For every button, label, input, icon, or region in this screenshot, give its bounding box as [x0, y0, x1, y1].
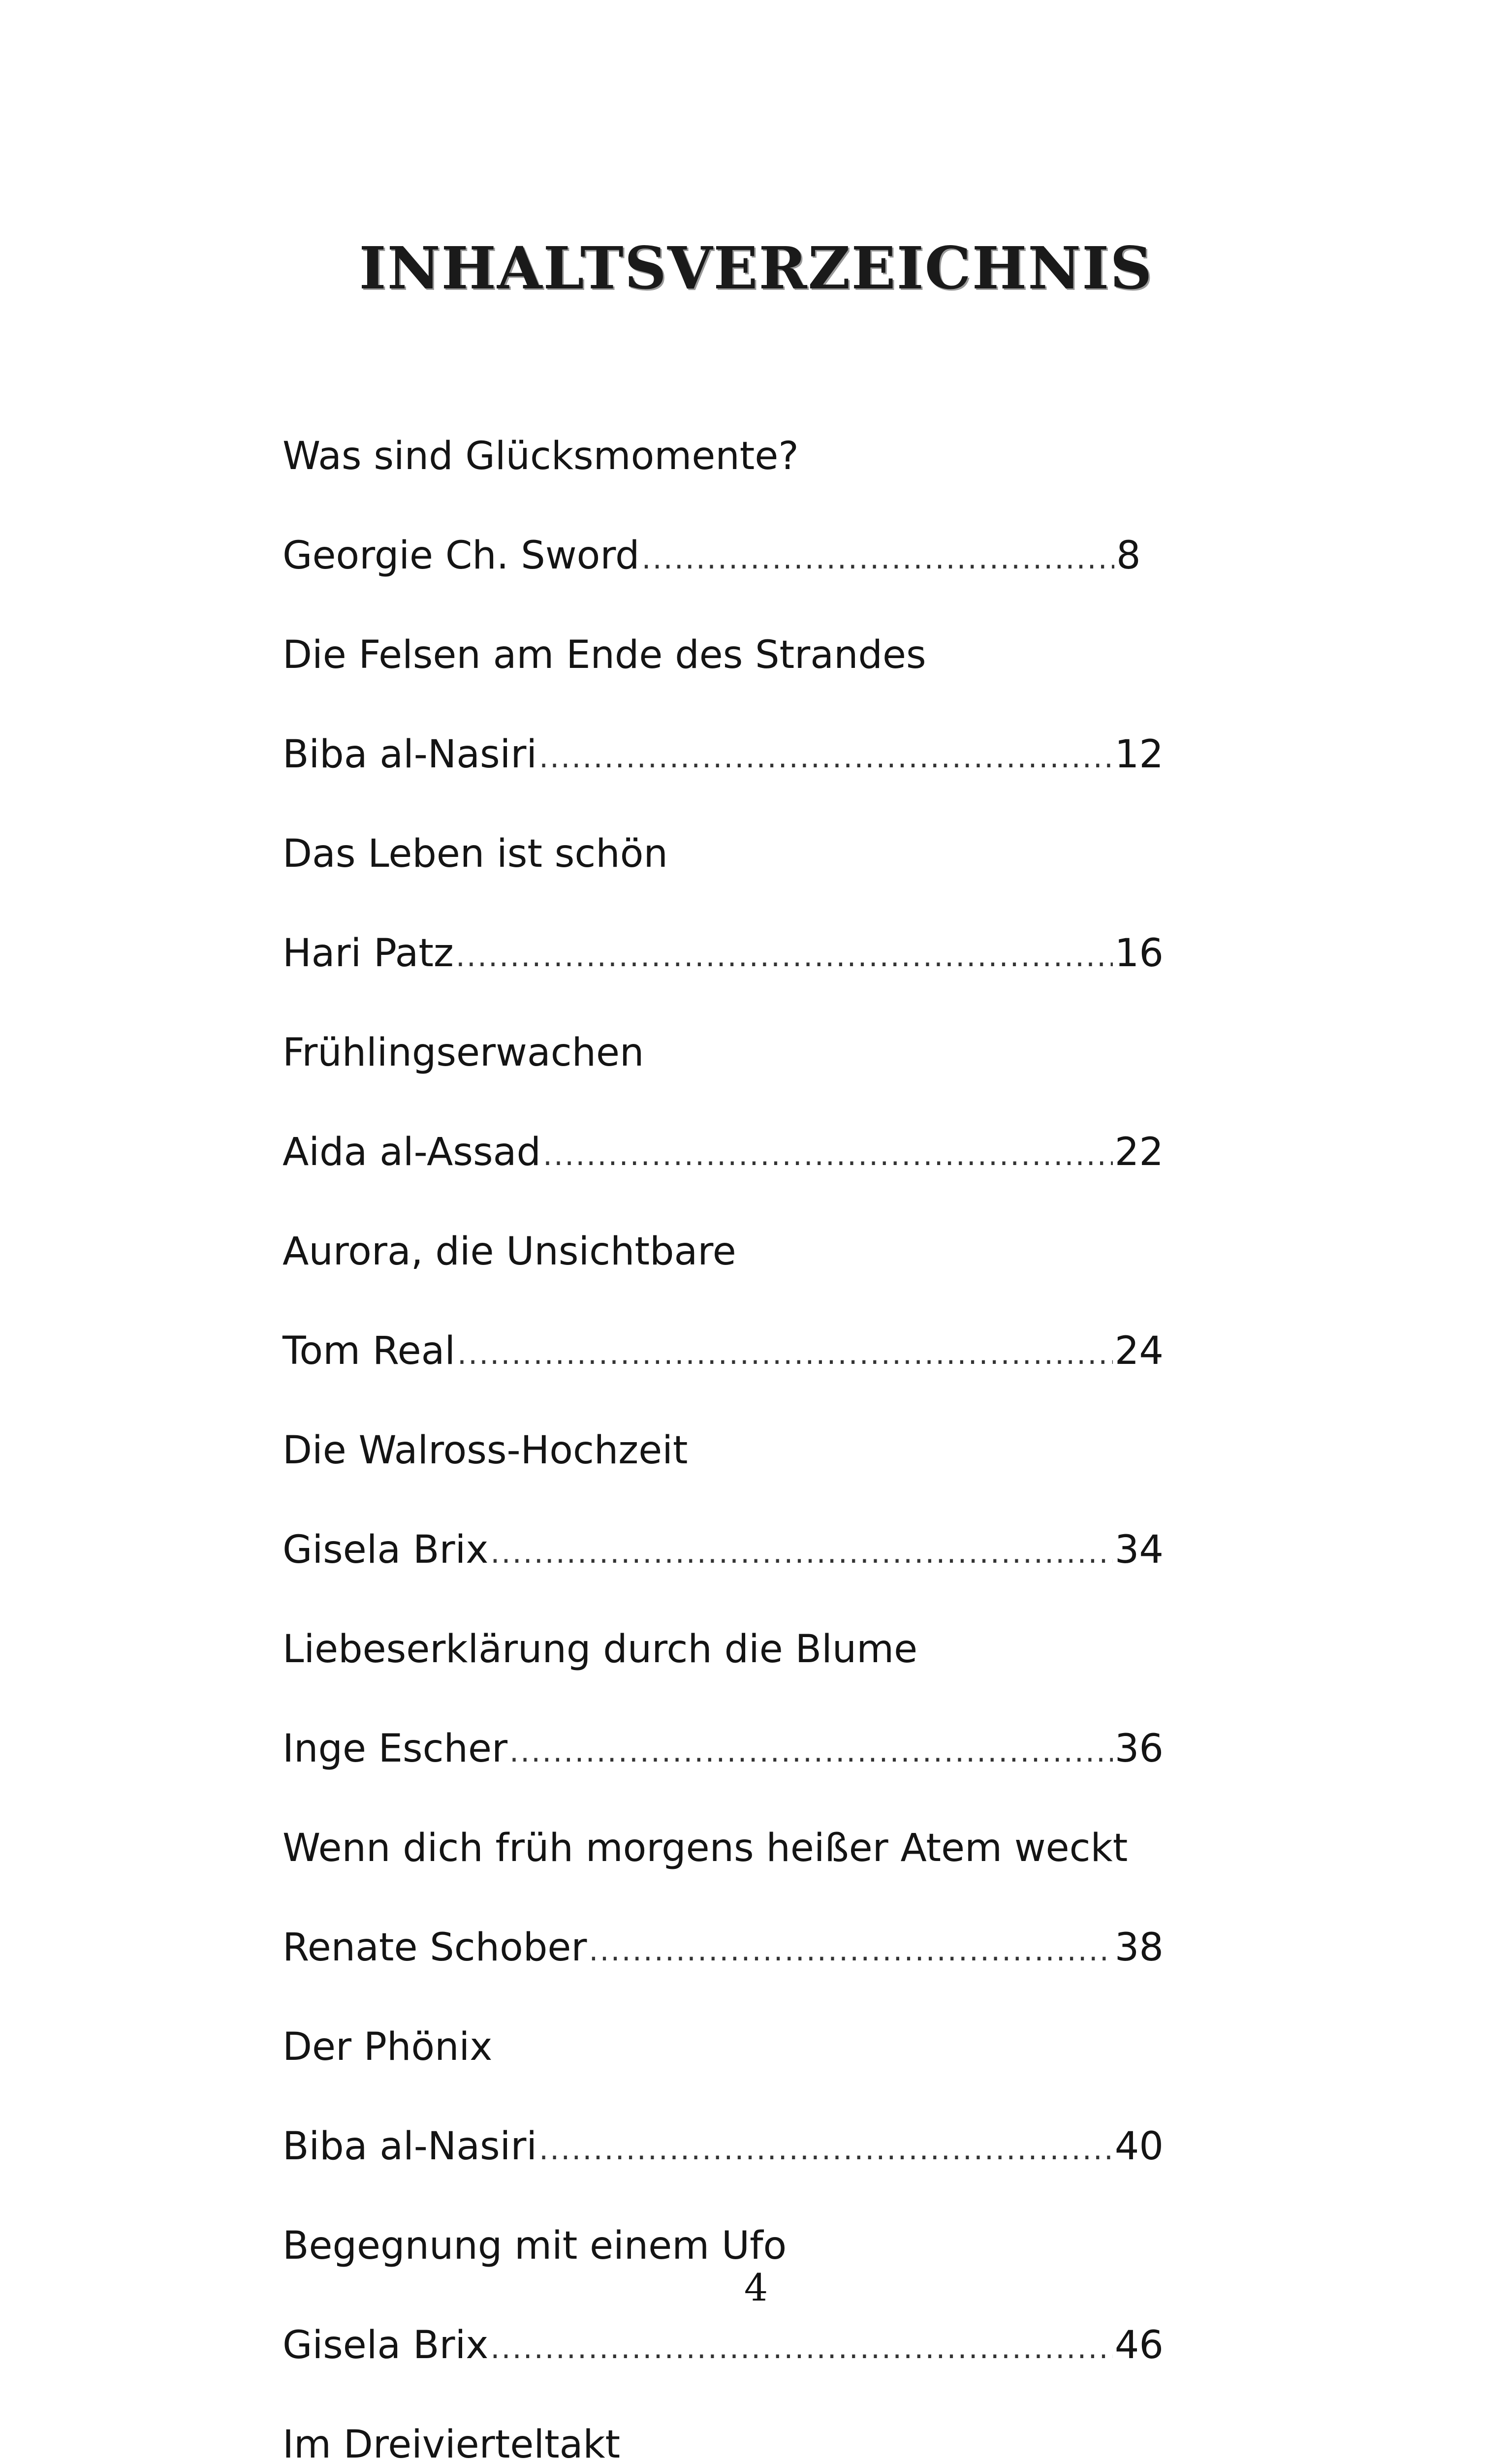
toc-entry-author: Biba al-Nasiri [283, 2124, 537, 2169]
toc-entry [283, 1798, 1164, 1997]
toc-entry [283, 804, 1164, 1003]
toc-entry-title: Was sind Glücksmomente? [283, 434, 799, 478]
page-title: INHALTSVERZEICHNIS [359, 234, 1153, 302]
toc-entry-page: 8 [1116, 534, 1141, 578]
toc-entry-author-line [283, 506, 1164, 605]
toc-entry-author-line [283, 904, 1164, 1003]
toc-entry-author-line [283, 705, 1164, 804]
toc-entry-author-line [283, 2097, 1164, 2196]
toc-entry-author: Hari Patz [283, 931, 454, 976]
toc-entry-title: Das Leben ist schön [283, 832, 668, 876]
dot-leader [490, 1503, 1112, 1603]
dot-leader [539, 708, 1113, 807]
dot-leader [490, 2299, 1112, 2398]
toc-entry-page: 24 [1114, 1329, 1164, 1373]
toc-entry-author: Tom Real [283, 1329, 456, 1373]
toc-entry-author-line [283, 1699, 1164, 1798]
toc-entry-page: 36 [1114, 1727, 1164, 1771]
dot-leader [509, 1702, 1113, 1801]
toc-entry-author: Aida al-Assad [283, 1130, 541, 1174]
toc-entry-title: Begegnung mit einem Ufo [283, 2224, 787, 2268]
toc-entry [283, 1997, 1164, 2196]
toc-entry-title: Frühlingserwachen [283, 1031, 644, 1075]
toc-entry-author: Inge Escher [283, 1727, 508, 1771]
dot-leader [539, 2100, 1113, 2199]
toc-entry-author-line [283, 1103, 1164, 1202]
toc-entry-author: Gisela Brix [283, 1528, 489, 1572]
toc-entry-title: Der Phönix [283, 2025, 493, 2069]
toc-entry [283, 407, 1164, 605]
dot-leader [589, 1901, 1112, 2000]
toc-entry-author: Georgie Ch. Sword [283, 534, 640, 578]
toc-entry-page: 34 [1114, 1528, 1164, 1572]
toc-entry-page: 22 [1114, 1130, 1164, 1174]
toc-entry [283, 1401, 1164, 1600]
toc-entry-author-line [283, 1898, 1164, 1997]
toc-entry-page: 40 [1114, 2124, 1164, 2169]
toc-entry-author: Gisela Brix [283, 2323, 489, 2367]
dot-leader [457, 1304, 1113, 1404]
toc-entry-author: Renate Schober [283, 1925, 587, 1970]
toc-entry-title: Aurora, die Unsichtbare [283, 1230, 736, 1274]
toc-entry-page: 16 [1114, 931, 1164, 976]
toc-entry [283, 605, 1164, 804]
toc-entry-author: Biba al-Nasiri [283, 732, 537, 777]
dot-leader [456, 907, 1113, 1006]
toc-entry-page: 12 [1114, 732, 1164, 777]
page-number: 4 [744, 2266, 768, 2309]
toc-entry [283, 2395, 1164, 2461]
toc-entry-title: Im Dreivierteltakt [283, 2423, 621, 2461]
toc-entry [283, 1003, 1164, 1202]
toc-entry-page: 46 [1114, 2323, 1164, 2367]
toc-entry-author-line [283, 1301, 1164, 1401]
toc-entry-author-line [283, 1500, 1164, 1600]
toc-entry-title: Wenn dich früh morgens heißer Atem weckt [283, 1826, 1128, 1870]
toc-entry-title: Liebeserklärung durch die Blume [283, 1627, 918, 1672]
toc-entry [283, 1202, 1164, 1401]
toc-entry-title: Die Walross-Hochzeit [283, 1428, 688, 1473]
dot-leader [642, 509, 1114, 608]
toc-entry-page: 38 [1114, 1925, 1164, 1970]
toc-entry-title: Die Felsen am Ende des Strandes [283, 633, 926, 677]
table-of-contents [283, 407, 1164, 2461]
toc-entry [283, 1600, 1164, 1798]
dot-leader [543, 1105, 1113, 1205]
